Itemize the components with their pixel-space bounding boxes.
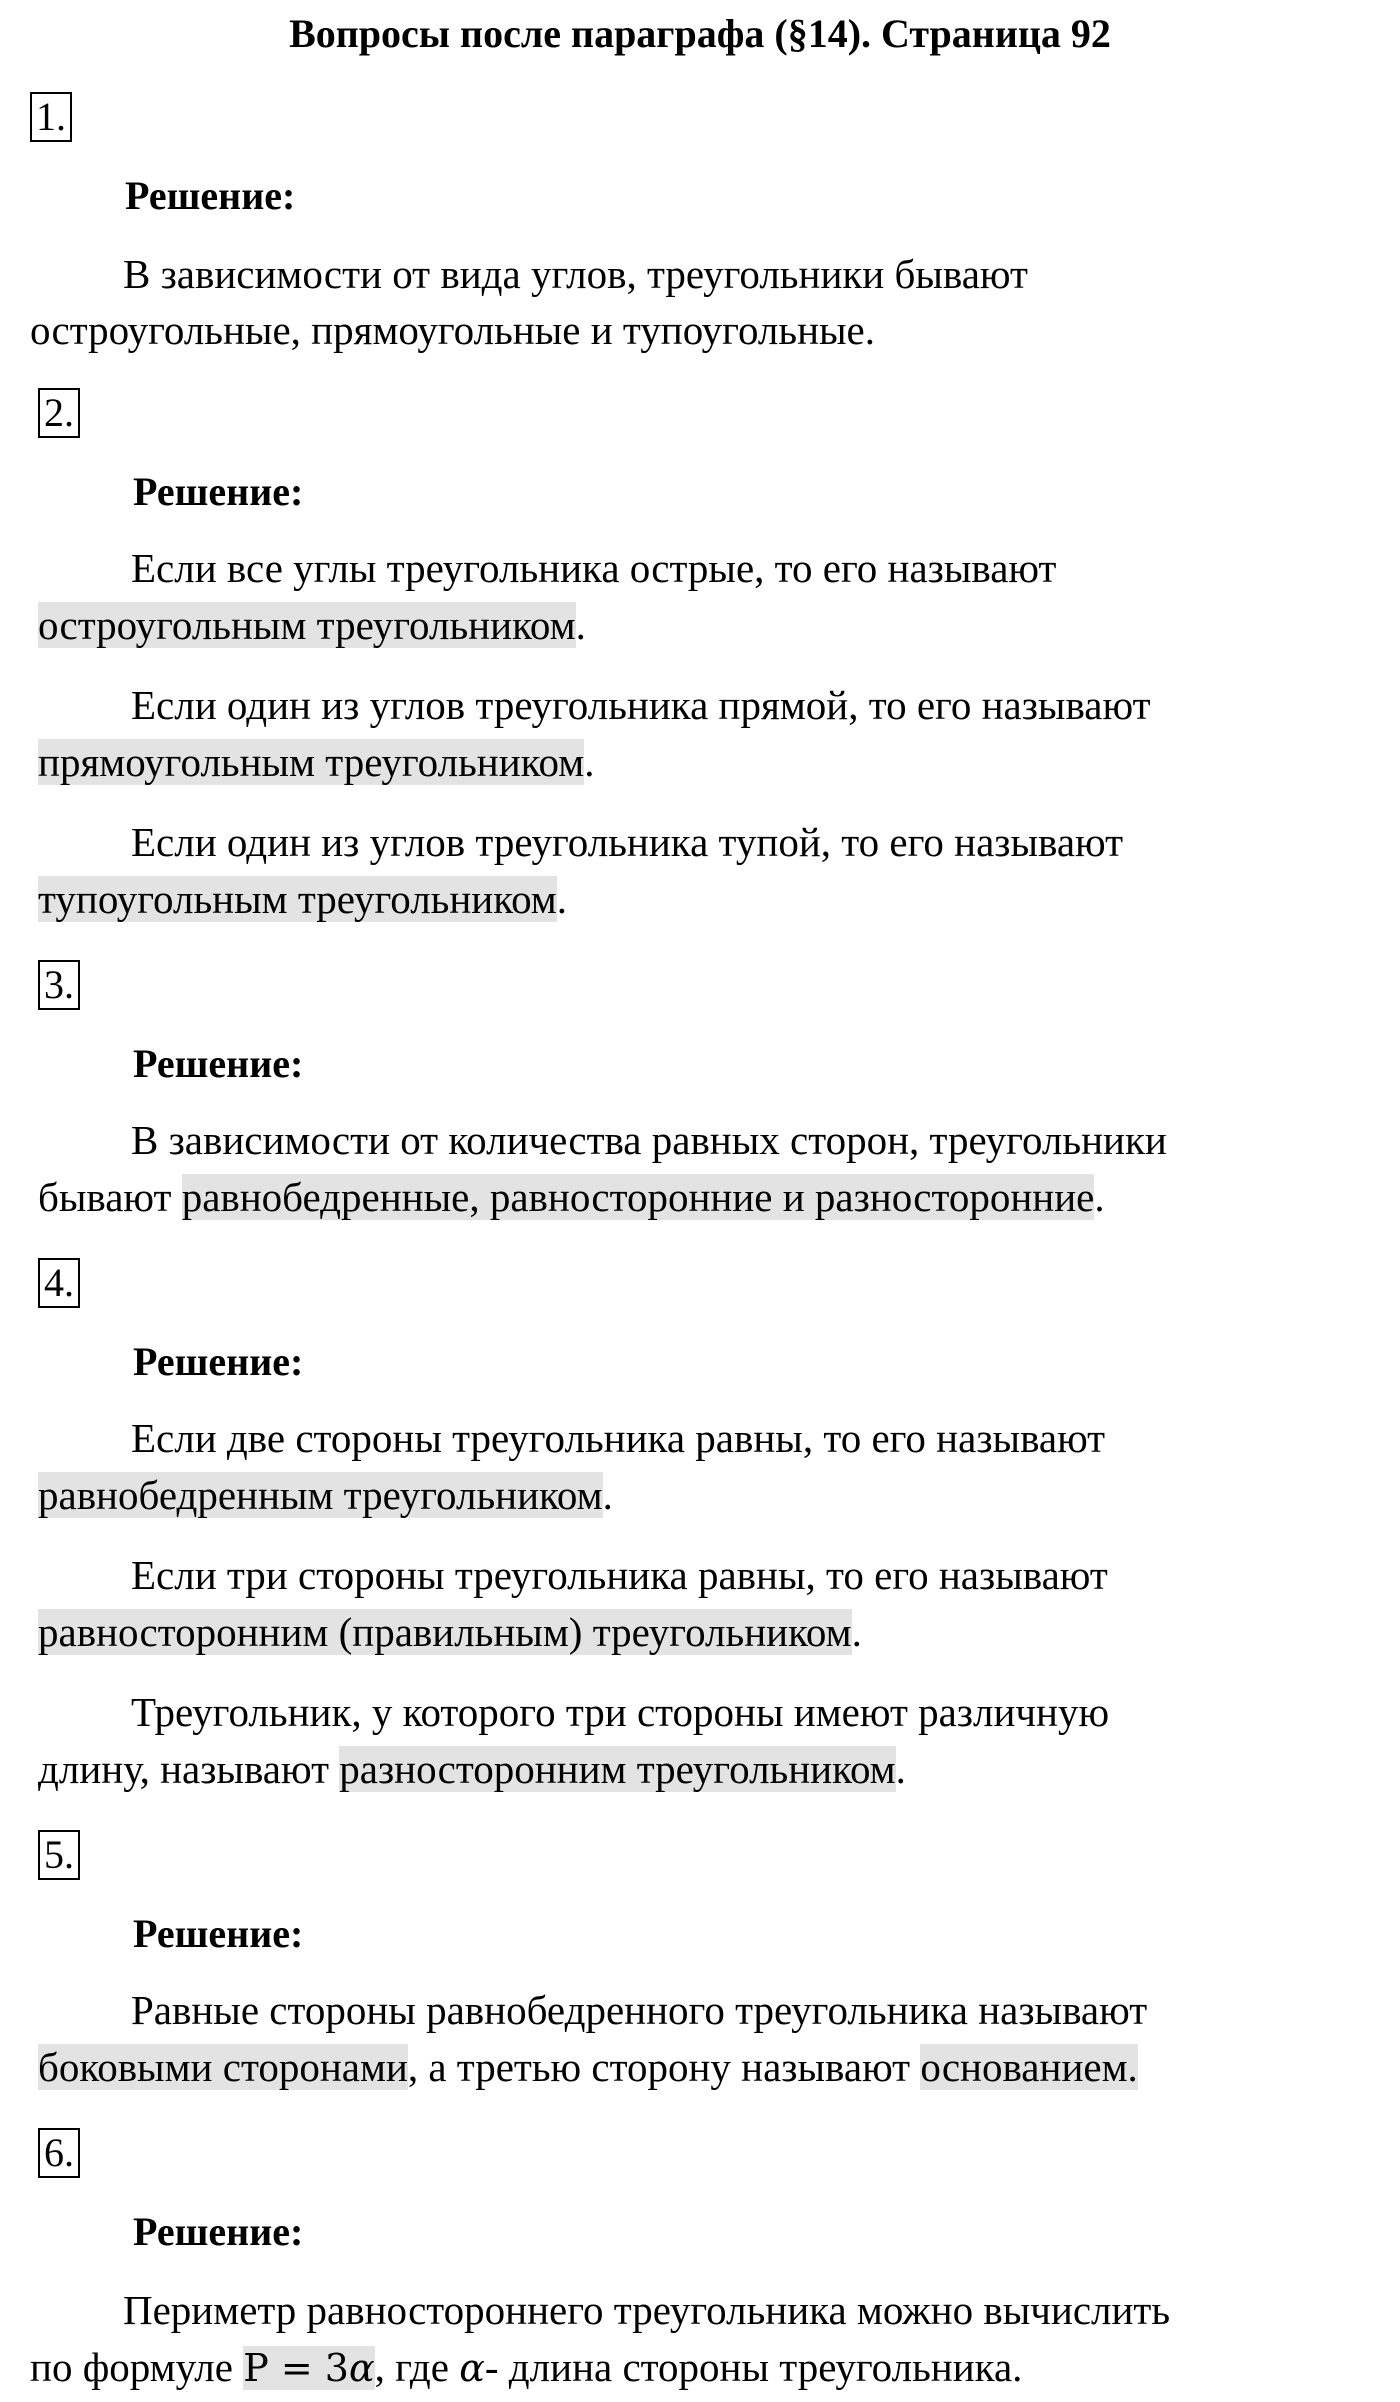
answer-2-p2-line-1: Если один из углов треугольника прямой, то его называют: [131, 682, 1151, 728]
answer-1-line-2: остроугольные, прямоугольные и тупоугольные.: [30, 307, 876, 353]
answer-2-p1-line-2: остроугольным треугольником.: [38, 602, 586, 648]
solution-label-1: Решение:: [125, 173, 296, 218]
highlight-term: остроугольным треугольником: [38, 602, 576, 648]
solution-label-6: Решение:: [133, 2209, 304, 2254]
perimeter-formula: P = 3α: [243, 2346, 375, 2390]
highlight-term: равнобедренным треугольником: [38, 1472, 603, 1518]
answer-5-line-2: боковыми сторонами, а третью сторону называют основанием.: [38, 2044, 1138, 2090]
answer-2-p3-line-1: Если один из углов треугольника тупой, то его называют: [131, 819, 1124, 865]
answer-4-p2-line-1: Если три стороны треугольника равны, то его называют: [131, 1552, 1108, 1598]
answer-4-p3-line-1: Треугольник, у которого три стороны имеют различную: [131, 1689, 1110, 1735]
answer-3-line-2: бывают равнобедренные, равносторонние и разносторонние.: [38, 1174, 1105, 1220]
answer-2-p1-line-1: Если все углы треугольника острые, то его называют: [131, 545, 1057, 591]
answer-3-line-1: В зависимости от количества равных сторон, треугольники: [131, 1117, 1167, 1163]
answer-4-p1-line-2: равнобедренным треугольником.: [38, 1472, 613, 1518]
highlight-term: тупоугольным треугольником: [38, 876, 557, 922]
answer-2-p2-line-2: прямоугольным треугольником.: [38, 739, 595, 785]
answer-5-line-1: Равные стороны равнобедренного треугольника называют: [131, 1987, 1148, 2033]
solution-label-4: Решение:: [133, 1339, 304, 1384]
highlight-term: основанием.: [920, 2044, 1138, 2090]
highlight-term: разносторонним треугольником: [339, 1746, 896, 1792]
answer-6-line-1: Периметр равностороннего треугольника можно вычислить: [123, 2287, 1171, 2333]
highlight-term: боковыми сторонами: [38, 2044, 408, 2090]
answer-1-line-1: В зависимости от вида углов, треугольники бывают: [123, 251, 1028, 297]
question-number-2: 2.: [38, 388, 80, 438]
answer-4-p3-line-2: длину, называют разносторонним треугольником.: [38, 1746, 906, 1792]
alpha-symbol: α: [459, 2346, 485, 2390]
question-number-4: 4.: [38, 1258, 80, 1308]
solution-label-3: Решение:: [133, 1041, 304, 1086]
question-number-6: 6.: [38, 2128, 80, 2178]
solution-label-2: Решение:: [133, 469, 304, 514]
answer-2-p3-line-2: тупоугольным треугольником.: [38, 876, 567, 922]
answer-6-line-2: по формуле P = 3α, где α- длина стороны треугольника.: [30, 2344, 1023, 2390]
highlight-term: равносторонним (правильным) треугольником: [38, 1609, 852, 1655]
page-title: Вопросы после параграфа (§14). Страница 92: [289, 11, 1111, 56]
answer-4-p2-line-2: равносторонним (правильным) треугольником.: [38, 1609, 862, 1655]
question-number-5: 5.: [38, 1830, 80, 1880]
solution-label-5: Решение:: [133, 1911, 304, 1956]
highlight-term: прямоугольным треугольником: [38, 739, 585, 785]
question-number-3: 3.: [38, 960, 80, 1010]
highlight-term: равнобедренные, равносторонние и разносторонние: [181, 1174, 1095, 1220]
question-number-1: 1.: [30, 92, 72, 142]
answer-4-p1-line-1: Если две стороны треугольника равны, то его называют: [131, 1415, 1106, 1461]
